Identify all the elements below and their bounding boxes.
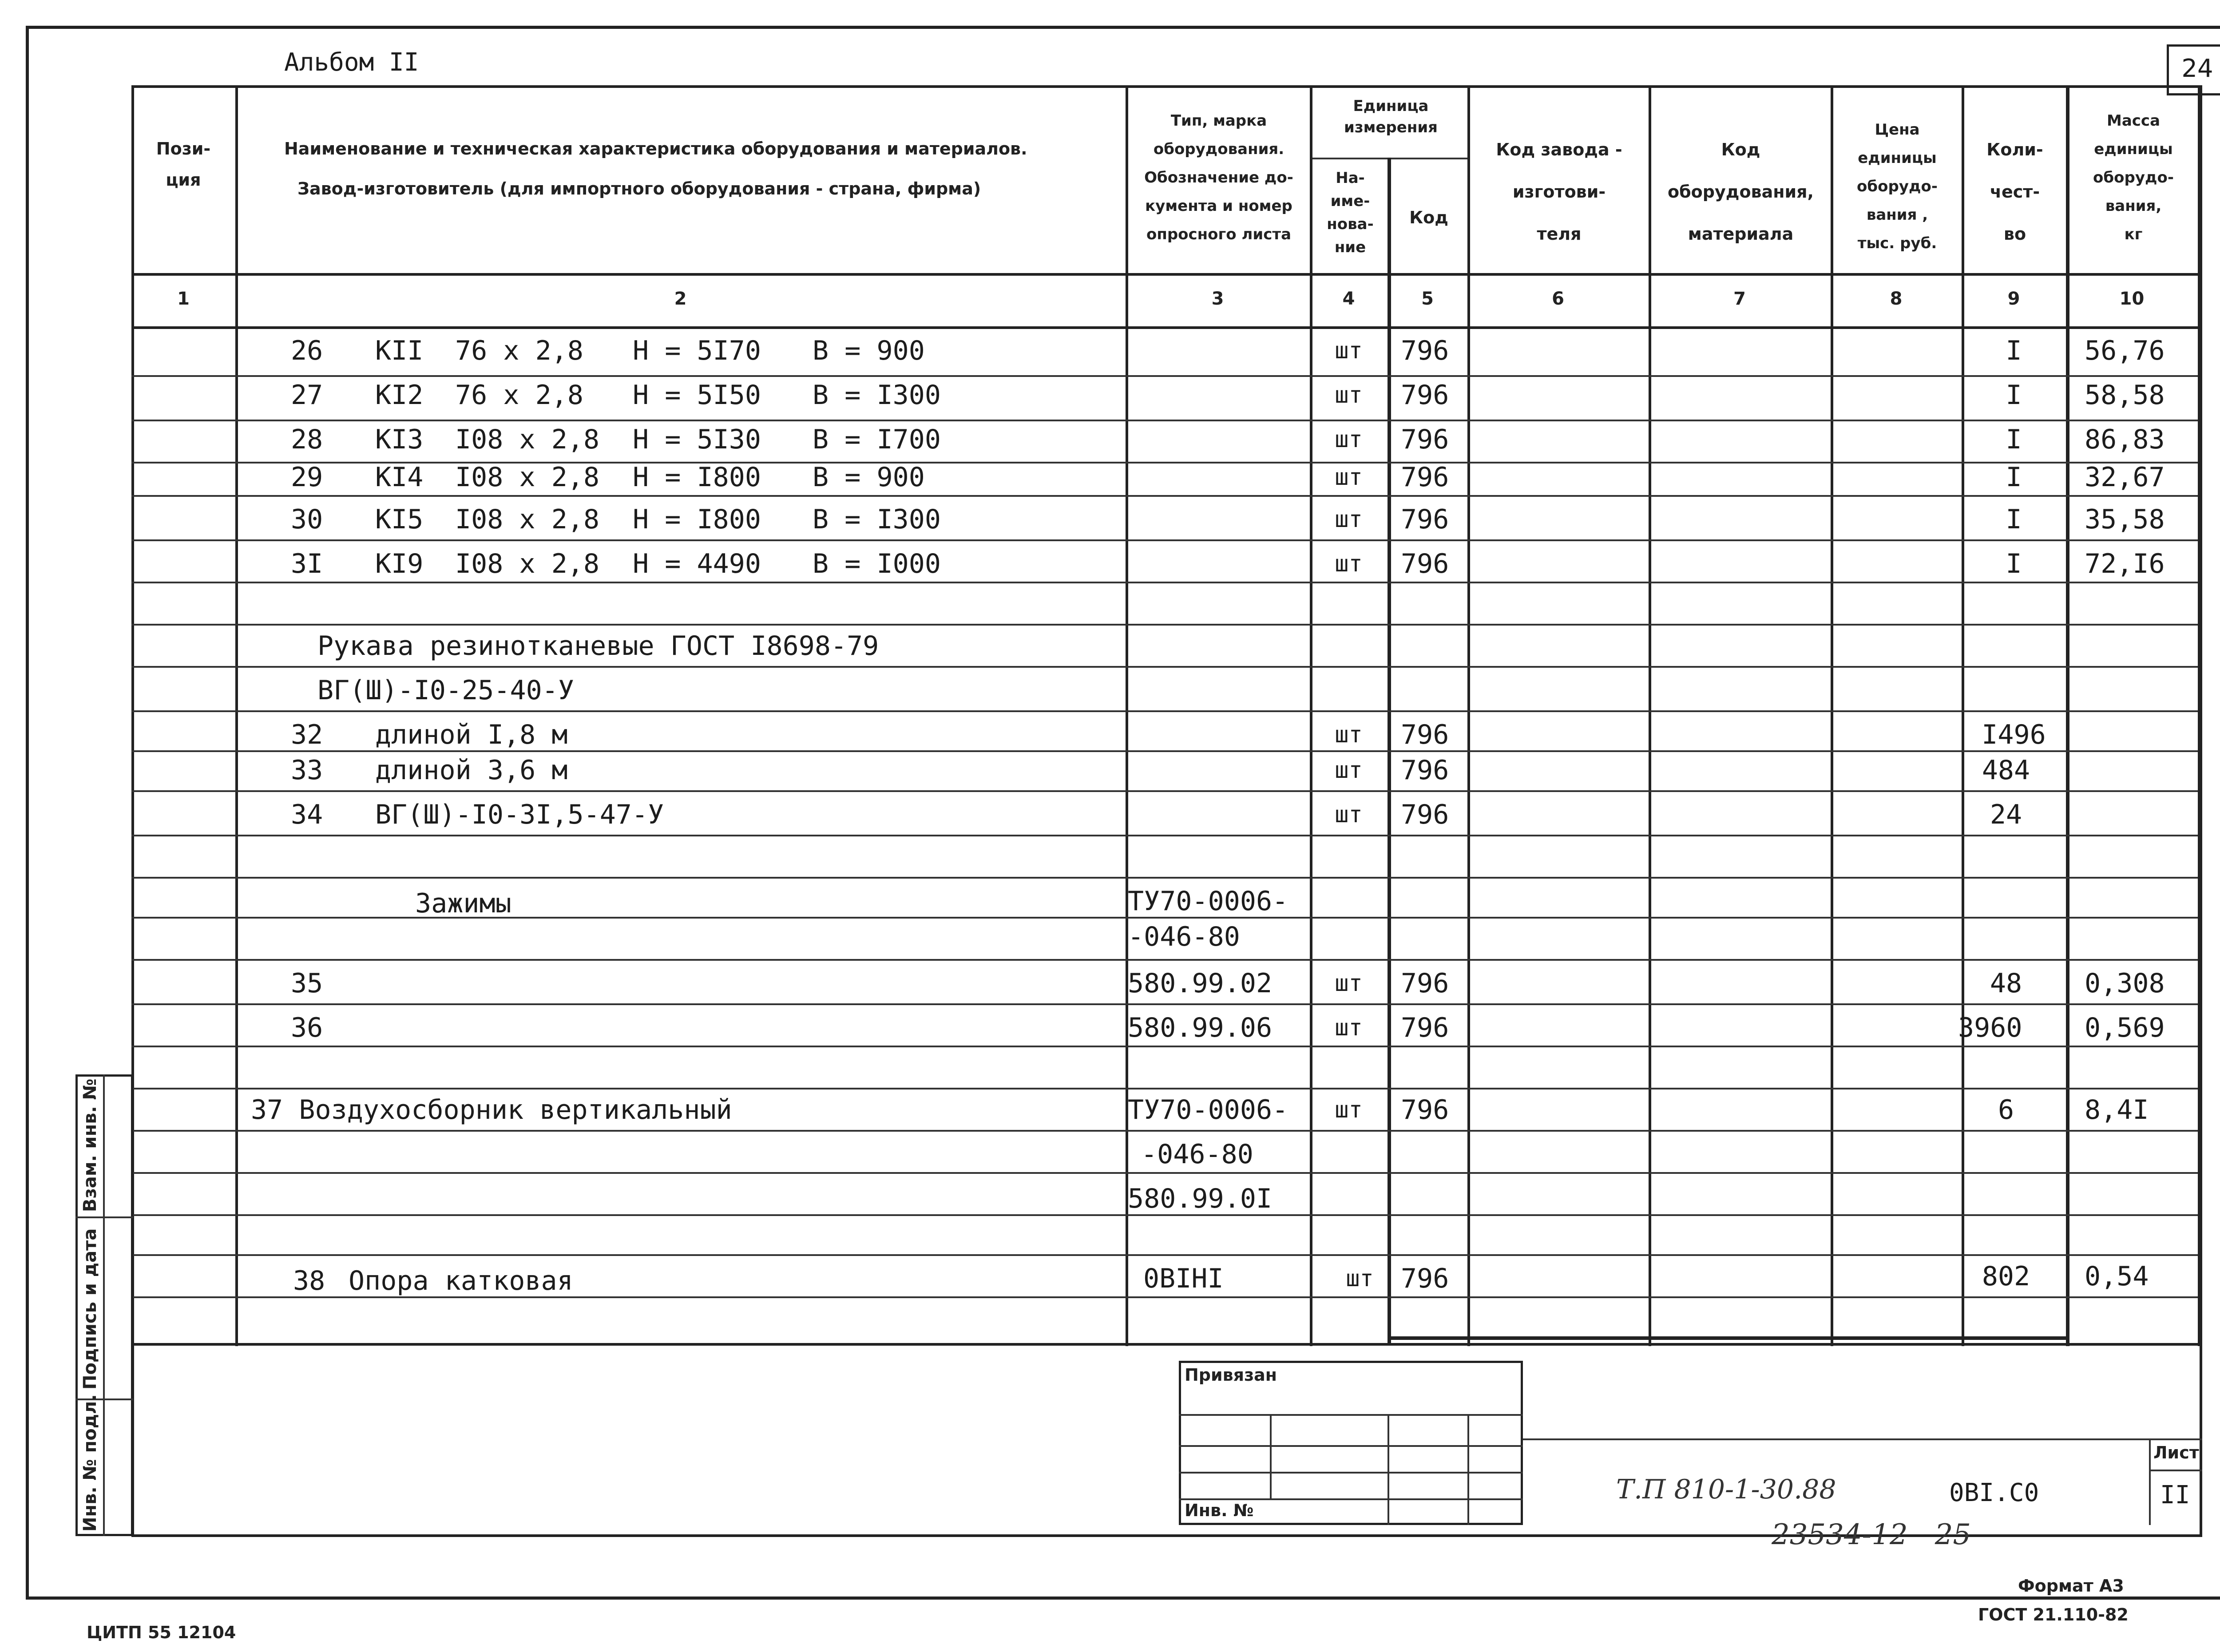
colnum-4: 4	[1342, 289, 1355, 309]
row-mark: KI4	[375, 462, 424, 493]
row-line	[131, 1003, 2198, 1005]
hdr-equipment-code	[1651, 129, 1831, 255]
col-line-9	[2066, 85, 2069, 1346]
col-line-2	[1126, 85, 1128, 1346]
row-pos: 26	[291, 335, 323, 366]
hdr-position-line1: Пози-	[156, 139, 211, 158]
hdr-quantity-line3: во	[2003, 224, 2026, 244]
row-width: B = I000	[813, 548, 941, 579]
hdr-mass-line1: Масса	[2106, 112, 2161, 130]
stamp-line	[1179, 1414, 1523, 1416]
row-dim: I08 x 2,8	[455, 424, 600, 455]
hdr-unit-group-line2: измерения	[1344, 119, 1438, 136]
hdr-type-line4: кумента и номер	[1145, 197, 1292, 215]
row-width: B = I300	[813, 504, 941, 535]
hdr-type	[1128, 107, 1310, 249]
row-code: 796	[1401, 799, 1449, 830]
hdr-unit-group-line1: Единица	[1353, 97, 1429, 115]
col-line-1	[235, 85, 238, 1346]
row-pos: 32	[291, 719, 323, 750]
hdr-equipment-code-line2: оборудования,	[1668, 182, 1814, 202]
row-code: 796	[1401, 1263, 1449, 1294]
row-unit: шт	[1335, 506, 1363, 533]
sheet-cell-divider	[2149, 1470, 2202, 1471]
hdr-factory-code-line2: изготови-	[1512, 182, 1606, 202]
clamps-title: Зажимы	[415, 888, 511, 919]
row-unit: шт	[1335, 1014, 1363, 1041]
row-dim: 76 x 2,8	[455, 335, 583, 366]
side-label-replace: Взам. инв. №	[80, 1078, 100, 1212]
hdr-factory-code-line3: теля	[1537, 224, 1582, 244]
hdr-mass-line2: единицы	[2094, 140, 2173, 158]
row-name: ВГ(Ш)-I0-3I,5-47-У	[375, 799, 664, 830]
hdr-quantity-line1: Коли-	[1986, 140, 2043, 159]
row-height: H = 4490	[633, 548, 761, 579]
hdr-factory-code-line1: Код завода -	[1496, 140, 1622, 159]
clamps-doc-line1: ТУ70-0006-	[1128, 886, 1288, 917]
row-pos: 30	[291, 504, 323, 535]
hdr-name	[235, 129, 1126, 209]
gost-label: ГОСТ 21.110-82	[1978, 1605, 2129, 1624]
row-qty: 24	[1990, 799, 2022, 830]
hdr-unit-price-line2: единицы	[1858, 149, 1937, 167]
row-line	[131, 710, 2198, 712]
colnum-divider	[131, 326, 2202, 329]
row-width: B = I700	[813, 424, 941, 455]
row-mass: 35,58	[2085, 504, 2165, 535]
handwritten-number: 23534-12 25	[1772, 1518, 1971, 1551]
row-unit: шт	[1335, 757, 1363, 784]
row-mass: 72,I6	[2085, 548, 2165, 579]
row-dim: I08 x 2,8	[455, 462, 600, 493]
row-line	[131, 835, 2198, 836]
hdr-unit-price	[1833, 115, 1962, 258]
col-line-6	[1649, 85, 1651, 1346]
hdr-unit-price-line4: вания ,	[1866, 206, 1928, 224]
col-line-3	[1310, 85, 1312, 1346]
colnum-10: 10	[2119, 289, 2145, 309]
hdr-mass-line3: оборудо-	[2093, 169, 2174, 186]
row-line	[131, 539, 2198, 541]
colnum-5: 5	[1421, 289, 1434, 309]
row-line	[131, 790, 2198, 792]
row-pos: 36	[291, 1012, 323, 1043]
header-divider	[131, 273, 2202, 276]
row-line	[131, 624, 2198, 626]
project-number: Т.П 810-1-30.88	[1616, 1474, 1836, 1505]
row-height: H = 5I30	[633, 424, 761, 455]
bold-bottom-line	[1388, 1336, 2069, 1340]
row-pos: 28	[291, 424, 323, 455]
row-dim: 76 x 2,8	[455, 380, 583, 411]
row-name: Опора катковая	[349, 1265, 573, 1296]
row-line	[131, 462, 2198, 464]
row-line	[131, 1130, 2198, 1132]
row-pos: 34	[291, 799, 323, 830]
col-line-10	[2198, 85, 2200, 1346]
hdr-equipment-code-line1: Код	[1721, 140, 1760, 159]
colnum-9: 9	[2007, 289, 2020, 309]
row-line	[131, 666, 2198, 668]
side-strip-divider	[75, 1216, 133, 1218]
row-pos: 35	[291, 968, 323, 999]
hdr-unit-name-line4: ние	[1334, 238, 1366, 256]
collector-doc-line2: -046-80	[1141, 1139, 1253, 1170]
row-height: H = I800	[633, 504, 761, 535]
colnum-7: 7	[1733, 289, 1746, 309]
row-line	[131, 1296, 2198, 1298]
stamp-line	[1179, 1498, 1523, 1500]
colnum-1: 1	[177, 289, 190, 309]
row-qty: 802	[1982, 1261, 2030, 1292]
colnum-2: 2	[674, 289, 687, 309]
row-code: 796	[1401, 1094, 1449, 1125]
colnum-6: 6	[1552, 289, 1564, 309]
row-qty: 3960	[1958, 1012, 2022, 1043]
row-pos: 33	[291, 755, 323, 786]
hdr-equipment-code-line3: материала	[1688, 224, 1794, 244]
doc-code: 0BI.C0	[1949, 1478, 2039, 1507]
row-unit: шт	[1335, 551, 1363, 577]
ctip-label: ЦИТП 55 12104	[87, 1623, 236, 1642]
hdr-position	[131, 133, 235, 195]
row-code: 796	[1401, 548, 1449, 579]
row-width: B = 900	[813, 462, 925, 493]
row-mass: 0,308	[2085, 968, 2165, 999]
row-qty: I	[2006, 380, 2022, 411]
page-number: 24	[2181, 54, 2213, 83]
row-code: 796	[1401, 335, 1449, 366]
row-qty: 6	[1998, 1094, 2014, 1125]
row-doc: 0BIHI	[1143, 1263, 1224, 1294]
hdr-unit-name-line1: На-	[1336, 169, 1365, 187]
hdr-position-line2: ция	[166, 170, 201, 190]
hdr-unit-price-line1: Цена	[1875, 121, 1920, 139]
side-strip-divider	[103, 1074, 105, 1536]
row-unit: шт	[1335, 464, 1363, 491]
row-unit: шт	[1335, 426, 1363, 453]
row-unit: шт	[1335, 1097, 1363, 1123]
row-line	[131, 959, 2198, 961]
hdr-unit-price-line3: оборудо-	[1857, 178, 1938, 195]
binding-label: Привязан	[1185, 1365, 1277, 1385]
row-mark: KI3	[375, 424, 424, 455]
row-line	[131, 582, 2198, 583]
sheet-label: Лист	[2153, 1443, 2199, 1462]
hdr-unit-group	[1312, 95, 1470, 138]
row-mass: 32,67	[2085, 462, 2165, 493]
hdr-unit-name-line2: име-	[1330, 192, 1370, 210]
row-pos: 3I	[291, 548, 323, 579]
row-unit: шт	[1346, 1265, 1374, 1292]
row-height: H = 5I70	[633, 335, 761, 366]
hdr-quantity-line2: чест-	[1990, 182, 2040, 202]
clamps-doc-line2: -046-80	[1128, 921, 1240, 952]
row-qty: I	[2006, 504, 2022, 535]
row-code: 796	[1401, 755, 1449, 786]
hdr-unit-name-line3: нова-	[1327, 215, 1374, 233]
col-line-5	[1467, 85, 1470, 1346]
hoses-title: Рукава резинотканевые ГОСТ I8698-79	[317, 630, 879, 662]
row-line	[131, 1046, 2198, 1047]
table-bottom-line	[131, 1343, 2202, 1346]
col-line-7	[1831, 85, 1833, 1346]
sheet-cell-border	[2149, 1438, 2151, 1525]
row-qty: I	[2006, 335, 2022, 366]
stamp-line	[1179, 1472, 1523, 1474]
row-code: 796	[1401, 380, 1449, 411]
row-mark: KII	[375, 335, 424, 366]
hdr-unit-code: Код	[1409, 208, 1448, 227]
row-line	[131, 375, 2198, 377]
row-width: B = I300	[813, 380, 941, 411]
row-unit: шт	[1335, 801, 1363, 828]
row-dim: I08 x 2,8	[455, 548, 600, 579]
row-mass: 0,54	[2085, 1261, 2149, 1292]
row-qty: I	[2006, 548, 2022, 579]
sheet-number: II	[2160, 1481, 2190, 1509]
hdr-name-line2: Завод-изготовитель (для импортного оборудования - страна, фирма)	[297, 179, 981, 198]
hdr-name-line1: Наименование и техническая характеристика оборудования и материалов.	[284, 139, 1027, 158]
row-name: длиной I,8 м	[375, 719, 568, 750]
row-qty: 484	[1982, 755, 2030, 786]
row-code: 796	[1401, 1012, 1449, 1043]
row-mark: KI5	[375, 504, 424, 535]
row-mass: 56,76	[2085, 335, 2165, 366]
row-line	[131, 1088, 2198, 1089]
row-qty: I496	[1982, 719, 2046, 750]
hdr-factory-code	[1470, 129, 1649, 255]
side-label-original: Инв. № подл.	[80, 1394, 100, 1532]
row-line	[131, 750, 2198, 752]
row-line	[131, 1254, 2198, 1256]
row-dim: I08 x 2,8	[455, 504, 600, 535]
format-label: Формат А3	[2018, 1576, 2124, 1596]
stamp-line	[1179, 1445, 1523, 1447]
inv-label: Инв. №	[1185, 1501, 1254, 1520]
row-line	[131, 420, 2198, 421]
hdr-type-line3: Обозначение до-	[1144, 169, 1293, 186]
row-height: H = 5I50	[633, 380, 761, 411]
hdr-mass	[2069, 107, 2198, 249]
row-line	[131, 1172, 2198, 1174]
row-name: длиной 3,6 м	[375, 755, 568, 786]
row-code: 796	[1401, 968, 1449, 999]
row-unit: шт	[1335, 382, 1363, 408]
stamp-line	[1467, 1414, 1469, 1525]
hdr-mass-line4: вания,	[2105, 197, 2162, 215]
row-qty: I	[2006, 462, 2022, 493]
row-unit: шт	[1335, 337, 1363, 364]
hdr-unit-name	[1312, 166, 1388, 259]
hdr-unit-price-line5: тыс. руб.	[1857, 234, 1937, 252]
colnum-8: 8	[1890, 289, 1903, 309]
title-block-top	[1523, 1438, 2202, 1440]
album-title: Альбом II	[284, 48, 419, 77]
row-unit: шт	[1335, 721, 1363, 748]
row-mass: 0,569	[2085, 1012, 2165, 1043]
row-pos: 38	[293, 1265, 325, 1296]
row-pos: 29	[291, 462, 323, 493]
hdr-type-line2: оборудования.	[1153, 140, 1284, 158]
row-mark: KI2	[375, 380, 424, 411]
row-pos-name: 37 Воздухосборник вертикальный	[251, 1094, 732, 1125]
side-label-signature: Подпись и дата	[80, 1228, 100, 1390]
row-doc: 580.99.02	[1128, 968, 1273, 999]
hdr-type-line5: опросного листа	[1146, 226, 1292, 243]
row-code: 796	[1401, 719, 1449, 750]
stamp-line	[1388, 1414, 1389, 1525]
row-unit: шт	[1335, 970, 1363, 997]
row-doc: 580.99.06	[1128, 1012, 1273, 1043]
collector-doc-line3: 580.99.0I	[1128, 1183, 1273, 1214]
row-mass: 8,4I	[2085, 1094, 2149, 1125]
colnum-3: 3	[1211, 289, 1224, 309]
row-qty: I	[2006, 424, 2022, 455]
row-width: B = 900	[813, 335, 925, 366]
row-line	[131, 1214, 2198, 1216]
row-mass: 86,83	[2085, 424, 2165, 455]
row-qty: 48	[1990, 968, 2022, 999]
row-line	[131, 877, 2198, 879]
hdr-quantity	[1964, 129, 2066, 255]
row-doc: ТУ70-0006-	[1128, 1094, 1288, 1125]
hdr-mass-line5: кг	[2124, 226, 2143, 243]
hoses-subtitle: ВГ(Ш)-I0-25-40-У	[317, 675, 574, 706]
hdr-type-line1: Тип, марка	[1170, 112, 1267, 130]
row-pos: 27	[291, 380, 323, 411]
stamp-line	[1270, 1414, 1272, 1498]
row-mass: 58,58	[2085, 380, 2165, 411]
col-line-8	[1962, 85, 1964, 1346]
row-mark: KI9	[375, 548, 424, 579]
row-code: 796	[1401, 462, 1449, 493]
row-line	[131, 495, 2198, 497]
row-height: H = I800	[633, 462, 761, 493]
row-code: 796	[1401, 504, 1449, 535]
row-code: 796	[1401, 424, 1449, 455]
